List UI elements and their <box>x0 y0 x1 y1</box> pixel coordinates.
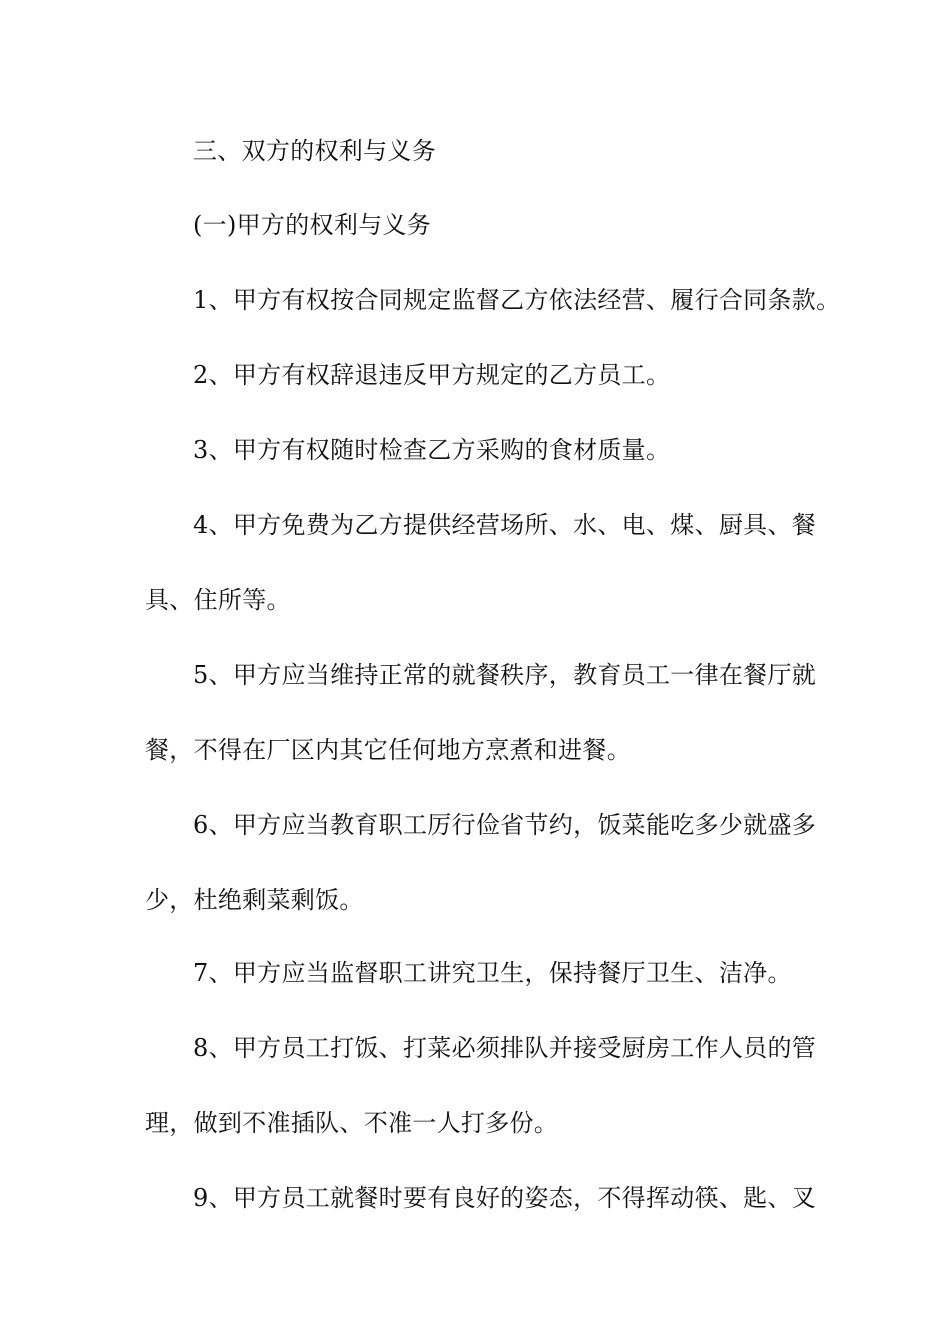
clause-6: 6、甲方应当教育职工厉行俭省节约，饭菜能吃多少就盛多 <box>193 811 817 839</box>
section-heading: 三、双方的权利与义务 <box>193 137 436 165</box>
clause-9: 9、甲方员工就餐时要有良好的姿态，不得挥动筷、匙、叉 <box>193 1184 817 1212</box>
clause-2: 2、甲方有权辞退违反甲方规定的乙方员工。 <box>193 361 671 389</box>
clause-1: 1、甲方有权按合同规定监督乙方依法经营、履行合同条款。 <box>193 286 841 314</box>
clause-8: 8、甲方员工打饭、打菜必须排队并接受厨房工作人员的管 <box>193 1034 817 1062</box>
clause-5-continued: 餐，不得在厂区内其它任何地方烹煮和进餐。 <box>145 736 631 764</box>
clause-3: 3、甲方有权随时检查乙方采购的食材质量。 <box>193 436 671 464</box>
clause-8-continued: 理，做到不准插队、不准一人打多份。 <box>145 1109 559 1137</box>
clause-7: 7、甲方应当监督职工讲究卫生，保持餐厅卫生、洁净。 <box>193 959 792 987</box>
clause-4-continued: 具、住所等。 <box>145 586 291 614</box>
clause-5: 5、甲方应当维持正常的就餐秩序，教育员工一律在餐厅就 <box>193 661 817 689</box>
clause-4: 4、甲方免费为乙方提供经营场所、水、电、煤、厨具、餐 <box>193 511 817 539</box>
clause-6-continued: 少，杜绝剩菜剩饭。 <box>145 886 364 914</box>
subsection-heading: (一)甲方的权利与义务 <box>193 211 432 239</box>
